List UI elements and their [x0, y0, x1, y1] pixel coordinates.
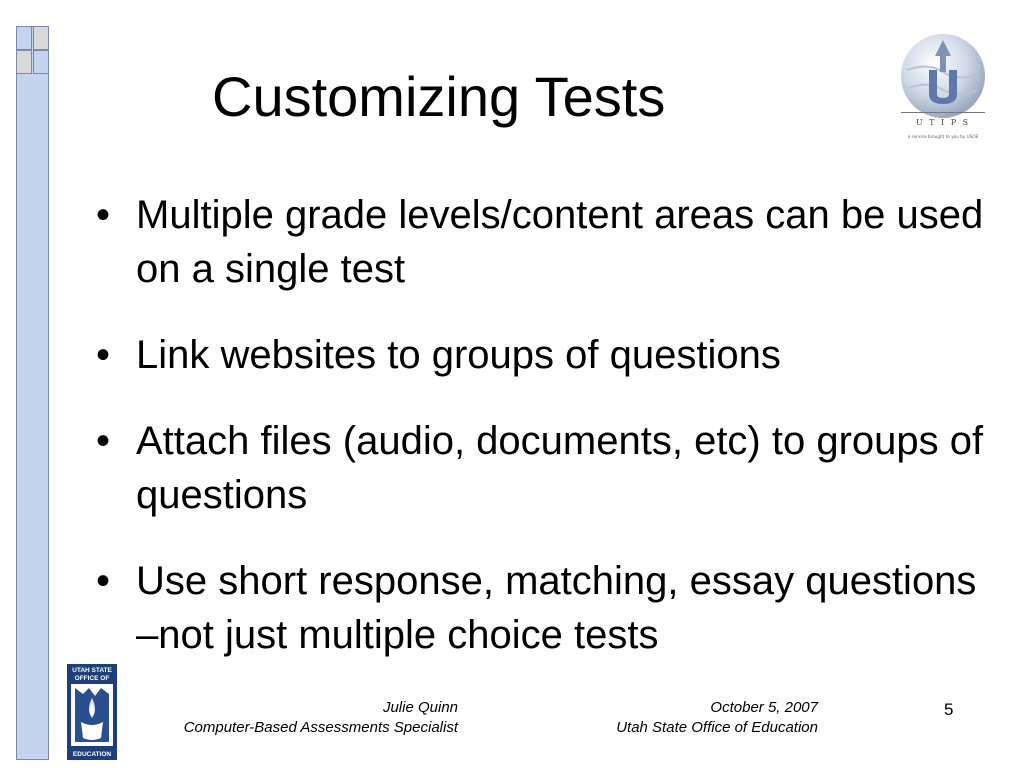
usoe-seal-icon: [67, 664, 117, 760]
bullet-item: [96, 188, 996, 296]
bullet-text: Link websites to groups of questions: [136, 333, 781, 377]
utips-tagline: a service brought to you by USOE: [907, 134, 979, 139]
bullet-item: [96, 554, 996, 662]
bullet-text: Multiple grade levels/content areas can be used on a single test: [136, 193, 984, 291]
page-number: 5: [944, 700, 954, 719]
bullet-list: [96, 188, 996, 694]
corner-square: [33, 26, 49, 50]
footer-author-name: Julie Quinn: [382, 699, 458, 716]
bullet-marker: •: [96, 419, 111, 463]
corner-square: [33, 50, 49, 74]
utips-letters: U T I P S: [915, 118, 971, 127]
bullet-item: [96, 414, 996, 522]
seal-text-line: EDUCATION: [72, 751, 112, 758]
side-decoration-bar: [16, 26, 49, 760]
bullet-text: Attach files (audio, documents, etc) to groups of questions: [136, 419, 984, 517]
utips-logo-icon: [897, 32, 989, 142]
bullet-marker: •: [96, 559, 111, 603]
seal-text-line: OFFICE OF: [74, 675, 110, 682]
slide-title: Customizing Tests: [212, 65, 666, 128]
footer-date-block: [616, 698, 818, 738]
footer-date: October 5, 2007: [710, 699, 818, 716]
bullet-marker: •: [96, 193, 111, 237]
corner-square: [16, 50, 32, 74]
footer-author-block: [184, 698, 458, 738]
footer-author-title: Computer-Based Assessments Specialist: [183, 719, 458, 736]
corner-square: [16, 26, 32, 50]
bullet-item: [96, 328, 996, 382]
bullet-marker: •: [96, 333, 111, 377]
bullet-text: Use short response, matching, essay questions –not just multiple choice tests: [136, 559, 977, 657]
seal-text-line: UTAH STATE: [72, 667, 112, 674]
footer-organization: Utah State Office of Education: [616, 719, 818, 736]
